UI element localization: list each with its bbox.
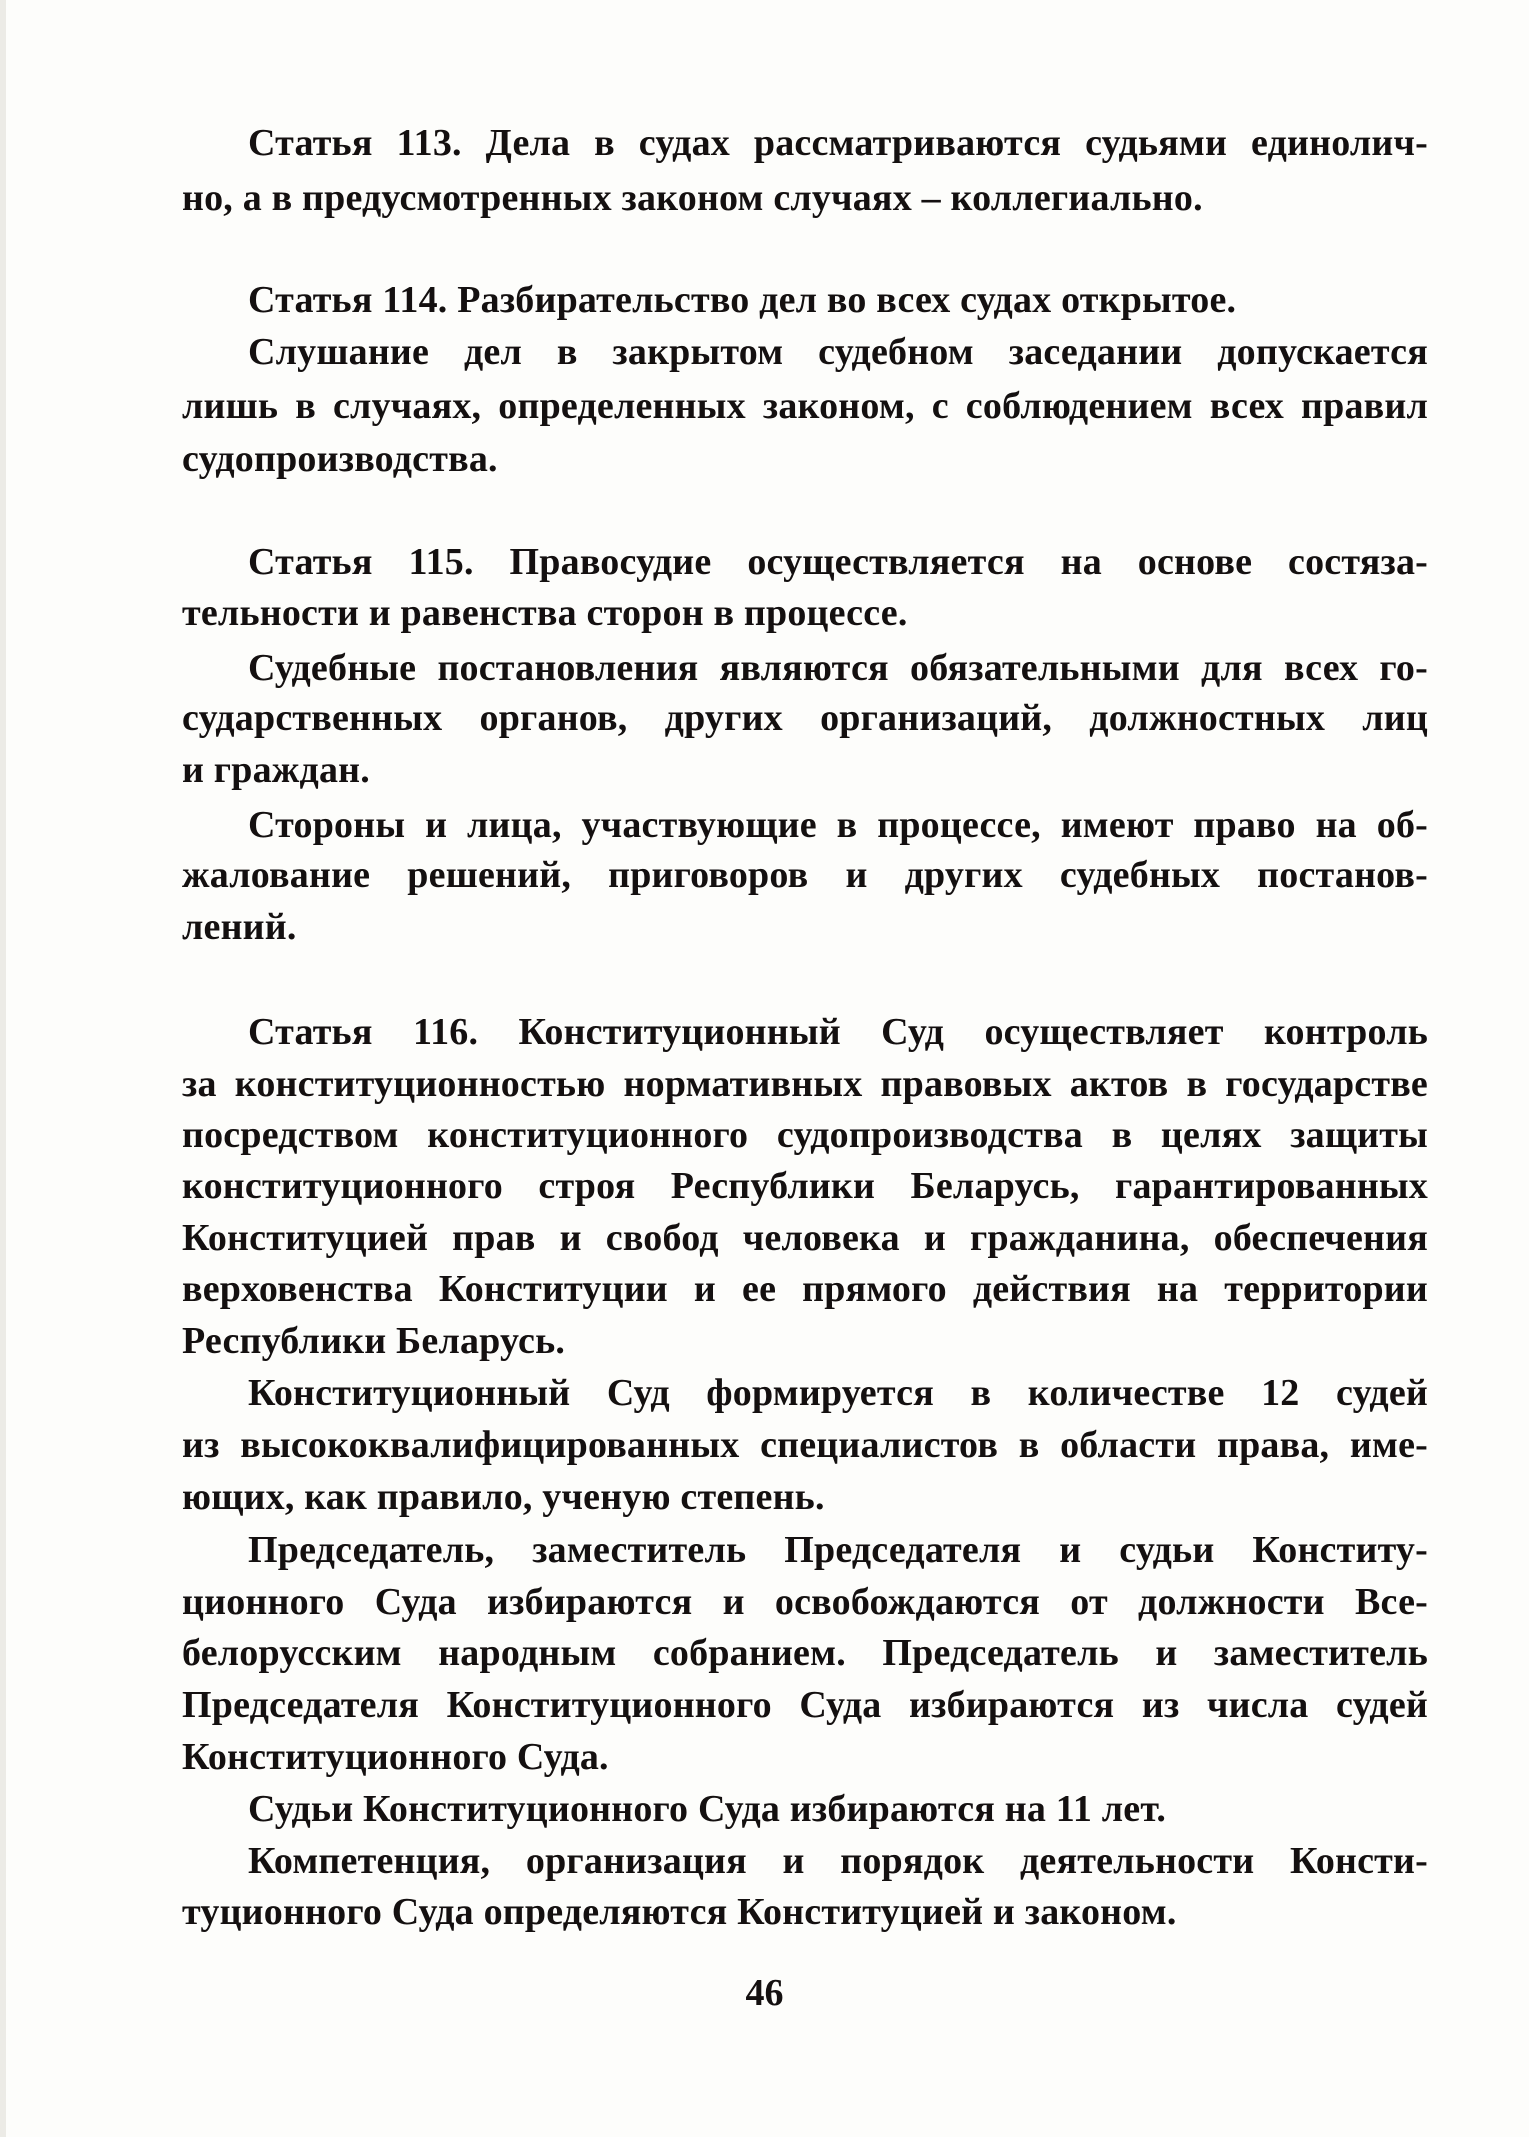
article-115-line-4: сударственных органов, других организаций, должностных лиц [182, 697, 1428, 739]
text: Дела в судах рассматриваются судьями единолич- [461, 122, 1428, 164]
article-114-line-1 [248, 277, 1428, 323]
page-number: 46 [745, 1972, 784, 2014]
article-116-line-1 [248, 1009, 1428, 1055]
article-116-line-3: посредством конституционного судопроизводства в целях защиты [182, 1114, 1428, 1156]
article-116-label: Статья 116. [248, 1011, 479, 1053]
article-116-line-2: за конституционностью нормативных правовых актов в государстве [182, 1063, 1428, 1105]
article-114-line-2: Слушание дел в закрытом судебном заседании допускается [248, 331, 1428, 373]
article-115-line-8: лений. [182, 906, 297, 948]
article-116-line-14: Председателя Конституционного Суда избираются из числа судей [182, 1684, 1428, 1726]
article-115-line-7: жалование решений, приговоров и других судебных постанов- [182, 854, 1428, 896]
article-115-line-1 [248, 539, 1428, 585]
article-116-line-7: Республики Беларусь. [182, 1320, 566, 1362]
article-115-line-2: тельности и равенства сторон в процессе. [182, 592, 908, 634]
text: Правосудие осуществляется на основе состяза- [473, 541, 1429, 583]
article-116-line-4: конституционного строя Республики Беларусь, гарантированных [182, 1165, 1428, 1207]
article-116-line-18: туционного Суда определяются Конституцией и законом. [182, 1891, 1177, 1933]
article-116-line-10: ющих, как правило, ученую степень. [182, 1476, 825, 1518]
article-115-line-5: и граждан. [182, 749, 370, 791]
article-114-line-3: лишь в случаях, определенных законом, с соблюдением всех правил [182, 385, 1428, 427]
article-116-line-11: Председатель, заместитель Председателя и судьи Конститу- [248, 1529, 1428, 1571]
text: Конституционный Суд осуществляет контроль [478, 1011, 1429, 1053]
article-116-line-12: ционного Суда избираются и освобождаются от должности Все- [182, 1581, 1428, 1623]
article-116-line-17: Компетенция, организация и порядок деятельности Консти- [248, 1840, 1428, 1882]
article-116-line-15: Конституционного Суда. [182, 1736, 609, 1778]
article-113-label: Статья 113. [248, 122, 462, 164]
article-115-label: Статья 115. [248, 541, 474, 583]
text: Разбирательство дел во всех судах открытое. [447, 279, 1237, 321]
article-116-line-9: из высококвалифицированных специалистов в области права, име- [182, 1424, 1428, 1466]
article-113-line-2: но, а в предусмотренных законом случаях – коллегиально. [182, 177, 1203, 219]
article-115-line-6: Стороны и лица, участвующие в процессе, имеют право на об- [248, 804, 1428, 846]
article-115-line-3: Судебные постановления являются обязательными для всех го- [248, 647, 1428, 689]
page-edge [0, 0, 6, 2137]
article-113-line-1 [248, 120, 1428, 166]
article-116-line-16: Судьи Конституционного Суда избираются на 11 лет. [248, 1788, 1167, 1830]
article-116-line-8: Конституционный Суд формируется в количестве 12 судей [248, 1372, 1428, 1414]
article-114-line-4: судопроизводства. [182, 438, 498, 480]
article-116-line-13: белорусским народным собранием. Председатель и заместитель [182, 1632, 1428, 1674]
article-116-line-5: Конституцией прав и свобод человека и гражданина, обеспечения [182, 1217, 1428, 1259]
article-116-line-6: верховенства Конституции и ее прямого действия на территории [182, 1268, 1428, 1310]
article-114-label: Статья 114. [248, 279, 448, 321]
